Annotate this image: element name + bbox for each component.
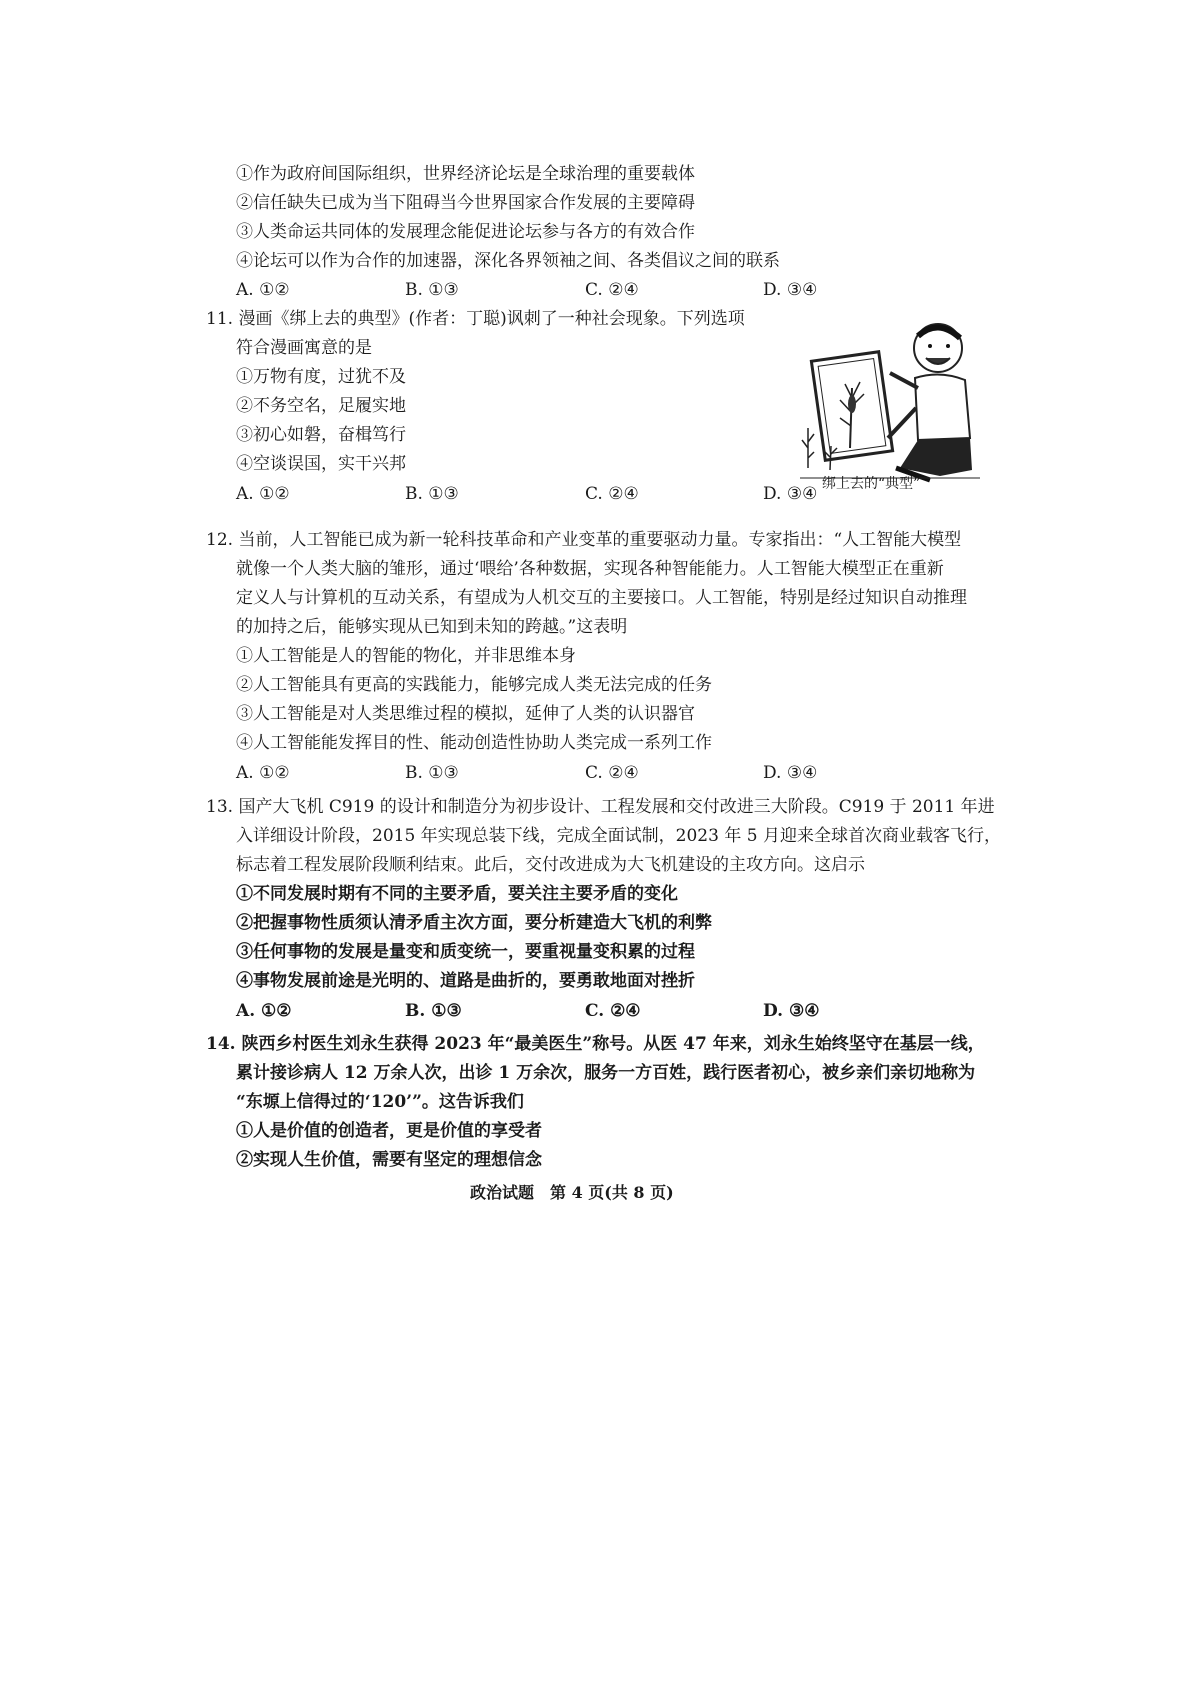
q11-stem-line-2: 符合漫画寓意的是 xyxy=(236,338,372,358)
q12-options xyxy=(0,763,1190,783)
q12-option-b: B. ①③ xyxy=(405,763,459,783)
q10-option-d: D. ③④ xyxy=(763,280,818,300)
q12-stem-line-1: 12. 当前，人工智能已成为新一轮科技革命和产业变革的重要驱动力量。专家指出：“人工智能大模型 xyxy=(206,530,962,550)
q12-option-a: A. ①② xyxy=(236,763,290,783)
q13-options xyxy=(0,1001,1190,1021)
q12-option-c: C. ②④ xyxy=(585,763,639,783)
figure-caption: 绑上去的“典型” xyxy=(822,476,921,492)
q11-statement-1: ①万物有度，过犹不及 xyxy=(236,367,406,387)
q11-stem-line-1: 11. 漫画《绑上去的典型》(作者：丁聪)讽刺了一种社会现象。下列选项 xyxy=(206,309,745,329)
q10-option-b: B. ①③ xyxy=(405,280,459,300)
q11-statement-4: ④空谈误国，实干兴邦 xyxy=(236,454,406,474)
cartoon-illustration xyxy=(800,318,985,493)
q13-option-b: B. ①③ xyxy=(405,1001,462,1021)
q11-option-d: D. ③④ xyxy=(763,484,818,504)
q10-options xyxy=(0,280,1190,300)
q12-option-d: D. ③④ xyxy=(763,763,818,783)
q12-stem-line-3: 定义人与计算机的互动关系，有望成为人机交互的主要接口。人工智能，特别是经过知识自动推理 xyxy=(236,588,967,608)
q13-stem-line-2: 入详细设计阶段，2015 年实现总装下线，完成全面试制，2023 年 5 月迎来全球首次商业载客飞行， xyxy=(236,826,1001,846)
q11-statement-3: ③初心如磐，奋楫笃行 xyxy=(236,425,406,445)
q13-statement-1: ①不同发展时期有不同的主要矛盾，要关注主要矛盾的变化 xyxy=(236,884,678,904)
q12-statement-1: ①人工智能是人的智能的物化，并非思维本身 xyxy=(236,646,576,666)
q11-option-c: C. ②④ xyxy=(585,484,639,504)
q12-statement-3: ③人工智能是对人类思维过程的模拟，延伸了人类的认识器官 xyxy=(236,704,695,724)
q11-option-a: A. ①② xyxy=(236,484,290,504)
q10-option-c: C. ②④ xyxy=(585,280,639,300)
q12-statement-2: ②人工智能具有更高的实践能力，能够完成人类无法完成的任务 xyxy=(236,675,712,695)
q10-statement-3: ③人类命运共同体的发展理念能促进论坛参与各方的有效合作 xyxy=(236,222,695,242)
q13-stem-line-1: 13. 国产大飞机 C919 的设计和制造分为初步设计、工程发展和交付改进三大阶段。C919 于 2011 年进 xyxy=(206,797,995,817)
q14-statement-1: ①人是价值的创造者，更是价值的享受者 xyxy=(236,1121,542,1141)
q13-statement-3: ③任何事物的发展是量变和质变统一，要重视量变积累的过程 xyxy=(236,942,695,962)
q14-statement-2: ②实现人生价值，需要有坚定的理想信念 xyxy=(236,1150,542,1170)
q13-option-d: D. ③④ xyxy=(763,1001,820,1021)
q10-statement-1: ①作为政府间国际组织，世界经济论坛是全球治理的重要载体 xyxy=(236,164,695,184)
q11-option-b: B. ①③ xyxy=(405,484,459,504)
page-footer: 政治试题 第 4 页(共 8 页) xyxy=(470,1183,674,1202)
q13-option-a: A. ①② xyxy=(236,1001,292,1021)
q13-stem-line-3: 标志着工程发展阶段顺利结束。此后，交付改进成为大飞机建设的主攻方向。这启示 xyxy=(236,855,865,875)
q11-statement-2: ②不务空名，足履实地 xyxy=(236,396,406,416)
q13-statement-4: ④事物发展前途是光明的、道路是曲折的，要勇敢地面对挫折 xyxy=(236,971,695,991)
q12-statement-4: ④人工智能能发挥目的性、能动创造性协助人类完成一系列工作 xyxy=(236,733,712,753)
q10-option-a: A. ①② xyxy=(236,280,290,300)
q12-stem-line-4: 的加持之后，能够实现从已知到未知的跨越。”这表明 xyxy=(236,617,628,637)
q10-statement-2: ②信任缺失已成为当下阻碍当今世界国家合作发展的主要障碍 xyxy=(236,193,695,213)
q11-options xyxy=(0,484,1190,504)
q10-statement-4: ④论坛可以作为合作的加速器，深化各界领袖之间、各类倡议之间的联系 xyxy=(236,251,780,271)
q12-stem-line-2: 就像一个人类大脑的雏形，通过‘喂给’各种数据，实现各种智能能力。人工智能大模型正在重新 xyxy=(236,559,944,579)
q14-stem-line-3: “东塬上信得过的‘120’”。这告诉我们 xyxy=(236,1092,524,1112)
q13-statement-2: ②把握事物性质须认清矛盾主次方面，要分析建造大飞机的利弊 xyxy=(236,913,712,933)
q14-stem-line-1: 14. 陕西乡村医生刘永生获得 2023 年“最美医生”称号。从医 47 年来，刘永生始终坚守在基层一线， xyxy=(206,1034,985,1054)
q14-stem-line-2: 累计接诊病人 12 万余人次，出诊 1 万余次，服务一方百姓，践行医者初心，被乡亲们亲切地称为 xyxy=(236,1063,976,1083)
q13-option-c: C. ②④ xyxy=(585,1001,641,1021)
